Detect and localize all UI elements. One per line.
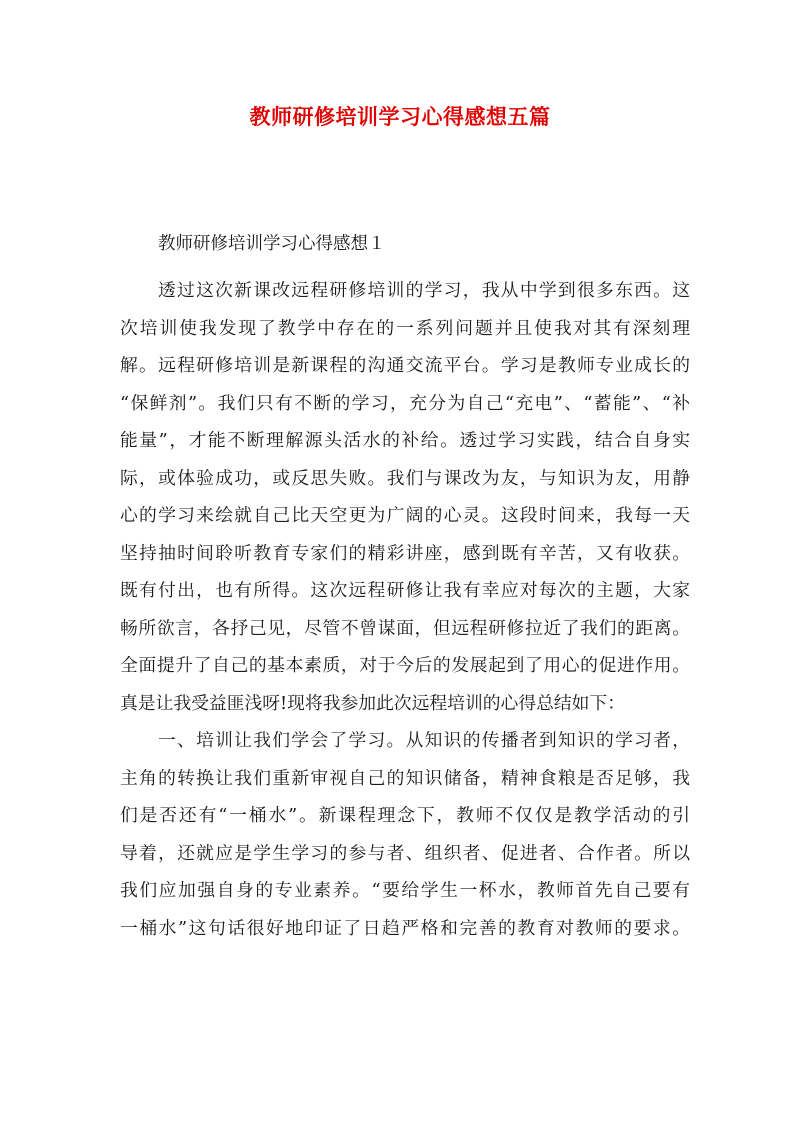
paragraph-line: 们是否还有“一桶水”。新课程理念下，教师不仅仅是教学活动的引 bbox=[120, 805, 690, 826]
document-title: 教师研修培训学习心得感想五篇 bbox=[249, 104, 551, 129]
paragraph-line: 一、培训让我们学会了学习。从知识的传播者到知识的学习者， bbox=[158, 730, 690, 751]
paragraph-line: 真是让我受益匪浅呀!现将我参加此次远程培训的心得总结如下： bbox=[120, 692, 626, 714]
paragraph-line: 畅所欲言，各抒己见，尽管不曾谋面，但远程研修拉近了我们的距离。 bbox=[120, 617, 690, 639]
paragraph-line: 主角的转换让我们重新审视自己的知识储备，精神食粮是否足够，我 bbox=[120, 767, 690, 789]
paragraph-line: 我们应加强自身的专业素养。“要给学生一杯水，教师首先自己要有 bbox=[120, 880, 690, 901]
paragraph-line: 次培训使我发现了教学中存在的一系列问题并且使我对其有深刻理 bbox=[120, 317, 690, 339]
paragraph-line: 全面提升了自己的基本素质，对于今后的发展起到了用心的促进作用。 bbox=[120, 655, 690, 676]
paragraph-1 bbox=[120, 272, 690, 722]
paragraph-line: 既有付出，也有所得。这次远程研修让我有幸应对每次的主题，大家 bbox=[120, 580, 690, 601]
paragraph-line: 坚持抽时间聆听教育专家们的精彩讲座，感到既有辛苦，又有收获。 bbox=[120, 542, 690, 564]
paragraph-line: 际，或体验成功，或反思失败。我们与课改为友，与知识为友，用静 bbox=[120, 467, 690, 489]
paragraph-line: 一桶水”这句话很好地印证了日趋严格和完善的教育对教师的要求。 bbox=[120, 917, 690, 939]
paragraph-line: 心的学习来绘就自己比天空更为广阔的心灵。这段时间来，我每一天 bbox=[120, 505, 690, 526]
paragraph-line: “保鲜剂”。我们只有不断的学习，充分为自己“充电”、“蓄能”、“补 bbox=[120, 392, 690, 414]
paragraph-2 bbox=[120, 722, 690, 947]
paragraph-line: 能量”，才能不断理解源头活水的补给。透过学习实践，结合自身实 bbox=[120, 430, 690, 451]
paragraph-line: 导着，还就应是学生学习的参与者、组织者、促进者、合作者。所以 bbox=[120, 842, 690, 864]
paragraph-line: 解。远程研修培训是新课程的沟通交流平台。学习是教师专业成长的 bbox=[120, 355, 690, 376]
section-subheading: 教师研修培训学习心得感想１ bbox=[158, 234, 386, 254]
document-body bbox=[120, 228, 690, 947]
paragraph-line: 透过这次新课改远程研修培训的学习，我从中学到很多东西。这 bbox=[158, 280, 690, 301]
